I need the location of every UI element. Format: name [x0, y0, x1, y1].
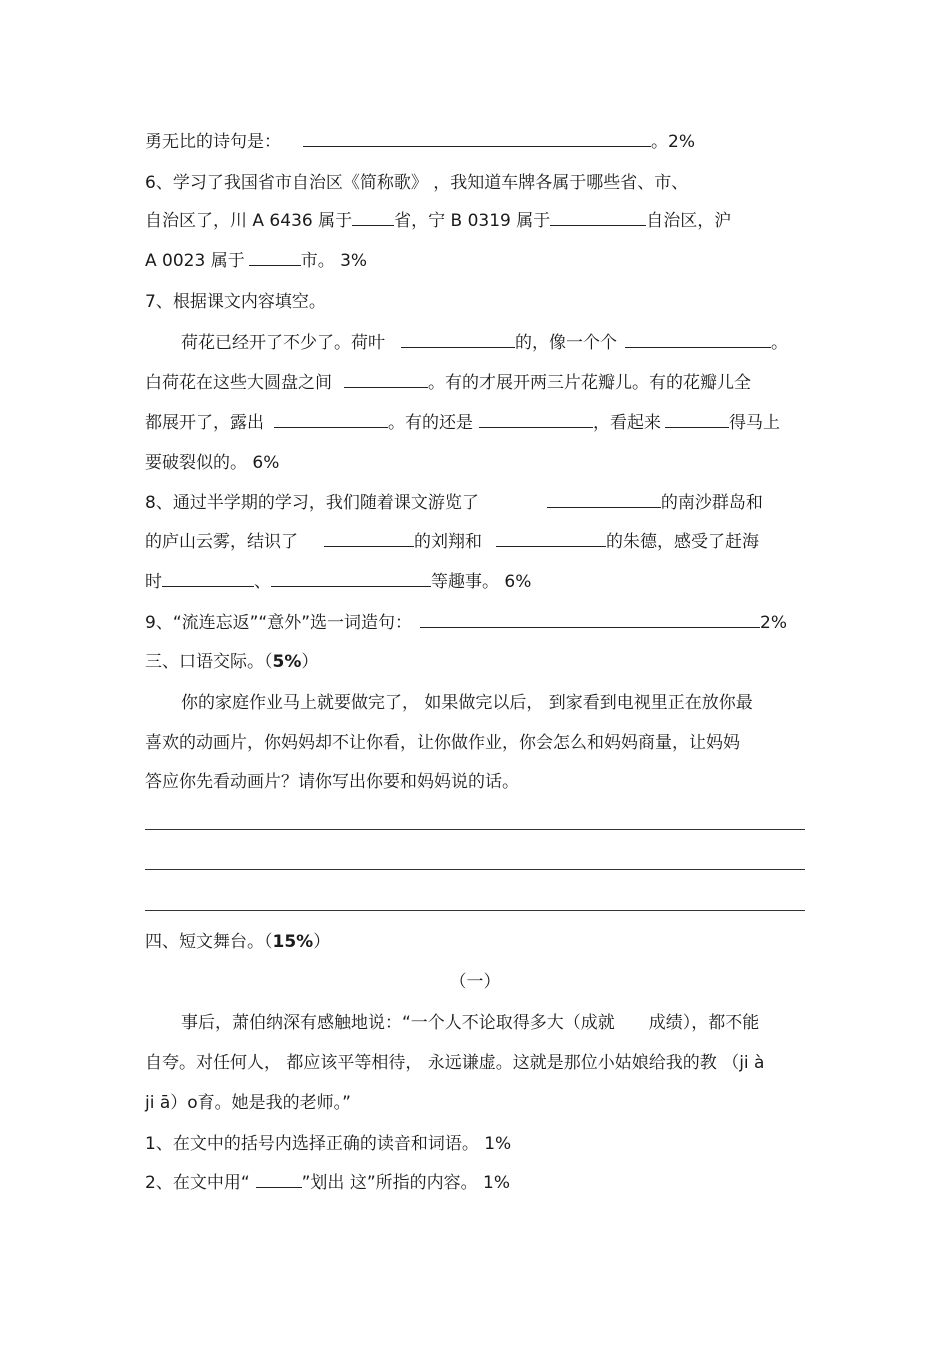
q6-text: A 0023 属于: [145, 251, 245, 271]
answer-blank[interactable]: [550, 209, 646, 226]
section-title-text: 四、短文舞台。（: [145, 932, 273, 952]
answer-blank[interactable]: [665, 411, 729, 428]
score-2: 。2%: [651, 132, 695, 152]
answer-blank[interactable]: [324, 530, 414, 547]
s4-question-1: 1、在文中的括号内选择正确的读音和词语。 1%: [145, 1134, 512, 1154]
answer-blank[interactable]: [303, 130, 651, 147]
q9-line: [145, 611, 787, 635]
q7-line-2: [145, 371, 751, 395]
q8-text: 的庐山云雾，结识了: [145, 532, 298, 552]
s4-para-3: ji ā）o育。她是我的老师。”: [145, 1093, 351, 1113]
section-score: 15%: [272, 932, 314, 952]
s3-para-2: 喜欢的动画片，你妈妈却不让你看，让你做作业，你会怎么和妈妈商量，让妈妈: [145, 733, 740, 753]
answer-blank[interactable]: [344, 371, 428, 388]
answer-blank[interactable]: [249, 249, 301, 266]
poem-prompt: 勇无比的诗句是：: [145, 132, 281, 152]
q8-text: 的南沙群岛和: [660, 493, 763, 513]
q6-line-3: [145, 249, 367, 273]
q6-text: 市。 3%: [300, 251, 368, 271]
s3-para-1: 你的家庭作业马上就要做完了， 如果做完以后， 到家看到电视里正在放你最: [181, 693, 753, 713]
q8-line-3: [145, 570, 531, 594]
s4-para-2: 自夸。对任何人， 都应该平等相待， 永远谦虚。这就是那位小姑娘给我的教 （ji à: [145, 1053, 765, 1073]
section-score: 5%: [272, 652, 302, 672]
q8-text: 、: [254, 572, 271, 592]
q7-text: 得马上: [729, 413, 780, 433]
answer-blank[interactable]: [547, 491, 661, 508]
q8-text: 时: [145, 572, 162, 592]
score-2: 2%: [760, 613, 788, 633]
passage-subtitle: （一）: [449, 972, 501, 992]
q7-text: 。有的才展开两三片花瓣儿。有的花瓣儿全: [428, 373, 751, 393]
q7-text: 都展开了，露出: [145, 413, 264, 433]
q7-title: 7、根据课文内容填空。: [145, 292, 326, 312]
section-title-text: ）: [301, 652, 319, 672]
answer-blank[interactable]: [274, 411, 388, 428]
q7-line-3: [145, 411, 780, 435]
s3-para-3: 答应你先看动画片？请你写出你要和妈妈说的话。: [145, 772, 519, 792]
answer-blank[interactable]: [496, 530, 606, 547]
q7-text: ，看起来: [593, 413, 661, 433]
q7-text: 的，像一个个: [515, 333, 617, 353]
q8-text: 的刘翔和: [414, 532, 482, 552]
answer-blank[interactable]: [162, 570, 254, 587]
q8-line-1: [145, 491, 763, 515]
writing-line[interactable]: [145, 869, 805, 870]
section-title-text: ）: [313, 932, 331, 952]
q7-line-1: [181, 331, 788, 355]
q7-text: 白荷花在这些大圆盘之间: [145, 373, 332, 393]
q-text: ”划出 这”所指的内容。 1%: [301, 1173, 511, 1193]
q6-line-1: 6、学习了我国省市自治区《简称歌》 ，我知道车牌各属于哪些省、市、: [145, 173, 689, 193]
poem-answer-line: [145, 130, 695, 154]
q8-text: 的朱德，感受了赶海: [606, 532, 759, 552]
section-3-title: [145, 650, 318, 674]
writing-line[interactable]: [145, 910, 805, 911]
q6-text: 自治区了，川 A 6436 属于: [145, 211, 353, 231]
q6-text: 省，宁 B 0319 属于: [394, 211, 551, 231]
answer-blank[interactable]: [401, 331, 515, 348]
q-text: 2、在文中用“: [145, 1173, 250, 1193]
s4-question-2: [145, 1171, 510, 1195]
q6-text: 自治区，沪: [646, 211, 732, 231]
q7-text: 。: [771, 333, 788, 353]
writing-line[interactable]: [145, 829, 805, 830]
answer-blank[interactable]: [352, 209, 394, 226]
section-title-text: 三、口语交际。（: [145, 652, 273, 672]
q9-text: 9、“流连忘返”“意外”选一词造句：: [145, 613, 413, 633]
s4-para-1: 事后，萧伯纳深有感触地说：“一个人不论取得多大（成就 成绩），都不能: [181, 1013, 760, 1033]
q8-line-2: [145, 530, 759, 554]
q8-text: 8、通过半学期的学习，我们随着课文游览了: [145, 493, 479, 513]
answer-blank[interactable]: [271, 570, 431, 587]
answer-blank[interactable]: [479, 411, 593, 428]
q8-text: 等趣事。 6%: [431, 572, 532, 592]
q7-text: 荷花已经开了不少了。荷叶: [181, 333, 385, 353]
section-4-title: [145, 930, 330, 954]
answer-blank[interactable]: [420, 611, 760, 628]
answer-blank[interactable]: [256, 1171, 302, 1188]
q7-text: 。有的还是: [388, 413, 473, 433]
q6-line-2: [145, 209, 731, 233]
q7-line-4: 要破裂似的。 6%: [145, 453, 280, 473]
answer-blank[interactable]: [625, 331, 771, 348]
